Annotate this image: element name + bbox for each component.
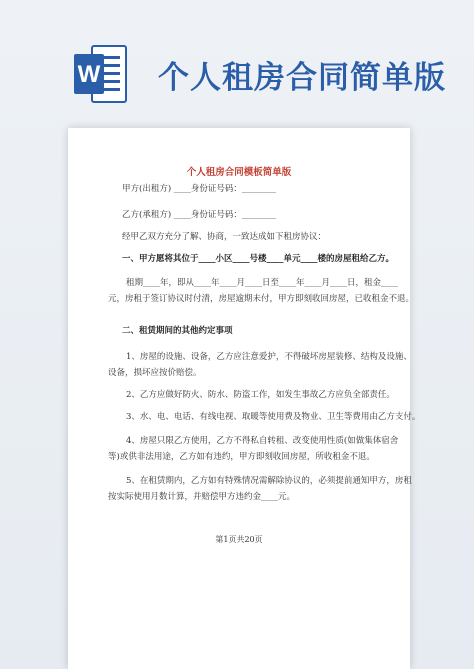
lease-term-line: 租期____年，即从____年____月____日至____年____月____日，租金____: [126, 278, 399, 288]
item-3-line: 3、水、电、电话、有线电视、取暖等使用费及物业、卫生等费用由乙方支付。: [126, 412, 421, 422]
clause-1: 一、甲方愿将其位于____小区____号楼____单元____楼的房屋租给乙方。: [122, 254, 395, 264]
item-5-line-2: 按实际使用月数计算，并赔偿甲方违约金____元。: [108, 492, 296, 502]
party-b-line: 乙方(承租方) ____身份证号码：________: [122, 210, 276, 220]
party-a-line: 甲方(出租方) ____身份证号码：________: [122, 184, 276, 194]
word-logo-icon: [74, 40, 128, 108]
item-1-line: 1、房屋的设施、设备，乙方应注意爱护，不得破坏房屋装修、结构及设施、: [126, 352, 412, 362]
svg-text:W: W: [77, 61, 101, 88]
item-1-line-2: 设备，损坏应按价赔偿。: [108, 368, 202, 378]
document-page: [68, 128, 421, 669]
page-footer: 第1页共20页: [215, 535, 263, 544]
item-2-line: 2、乙方应做好防火、防水、防盗工作，如发生事故乙方应负全部责任。: [126, 390, 395, 400]
document-title: 个人租房合同模板简单版: [186, 167, 292, 178]
intro-line: 经甲乙双方充分了解、协商，一致达成如下租房协议：: [122, 232, 327, 242]
lease-term-line-2: 元，房租于签订协议时付清，房屋逾期未付，甲方即刻收回房屋，已收租金不退。: [108, 294, 415, 304]
item-4-line: 4、房屋只限乙方使用，乙方不得私自转租、改变使用性质(如做集体宿舍: [126, 436, 399, 446]
banner-title: 个人租房合同简单版: [158, 60, 446, 96]
clause-2-heading: 二、租赁期间的其他约定事项: [122, 326, 233, 336]
item-5-line: 5、在租赁期内，乙方如有特殊情况需解除协议的，必须提前通知甲方，房租: [126, 476, 412, 486]
item-4-line-2: 等)或供非法用途，乙方如有违约，甲方即刻收回房屋，所收租金不退。: [108, 452, 375, 462]
